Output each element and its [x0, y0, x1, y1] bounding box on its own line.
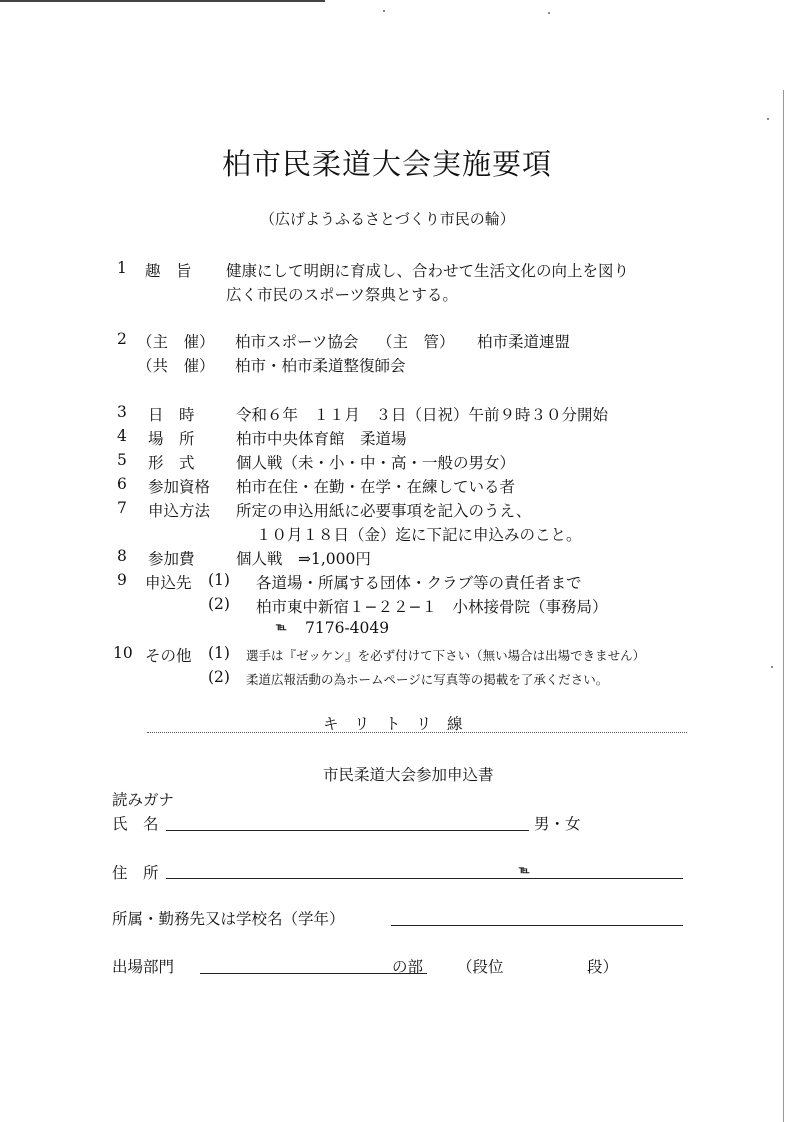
address-label: 住 所: [112, 864, 159, 882]
item-7-label: 申込方法: [148, 502, 211, 520]
item-10-sub1-number: (1): [208, 644, 230, 662]
form-title: 市民柔道大会参加申込書: [323, 766, 494, 784]
rank-close: 段）: [587, 958, 619, 976]
page-subtitle: （広げようふるさとづくり市民の輪）: [260, 210, 515, 228]
division-suffix: の部: [392, 958, 424, 976]
tel-icon: ℡: [276, 622, 287, 633]
scan-speck: [771, 666, 773, 668]
item-2-manager-label: （主 管）: [377, 333, 455, 351]
item-8-text: 個人戦 ⇒1,000円: [236, 550, 371, 568]
item-2-number: 2: [117, 330, 127, 348]
item-7-number: 7: [117, 499, 127, 517]
item-5-text: 個人戦（未・小・中・高・一般の男女）: [236, 454, 516, 472]
item-10-sub2-number: (2): [208, 668, 230, 686]
item-4-number: 4: [117, 427, 127, 445]
scan-speck: [383, 10, 385, 12]
affiliation-field[interactable]: [391, 925, 683, 926]
item-8-number: 8: [117, 547, 127, 565]
item-3-label: 日 時: [148, 406, 195, 424]
item-10-number: 10: [113, 644, 133, 662]
item-9-tel-number: 7176-4049: [305, 619, 390, 637]
item-10-sub2-text: 柔道広報活動の為ホームページに写真等の掲載を了承ください。: [246, 672, 609, 687]
scan-speck: [767, 118, 769, 120]
name-label: 氏 名: [112, 815, 159, 833]
item-4-text: 柏市中央体育館 柔道場: [236, 430, 407, 448]
item-2-cosponsor-label: （共 催）: [137, 357, 215, 375]
cut-line-label: キ リ ト リ 線: [323, 715, 463, 733]
address-field[interactable]: [166, 878, 506, 879]
affiliation-label: 所属・勤務先又は学校名（学年）: [112, 910, 345, 928]
item-10-sub1-text: 選手は『ゼッケン』を必ず付けて下さい（無い場合は出場できません）: [246, 648, 646, 663]
item-3-text: 令和６年 １１月 ３日（日祝）午前９時３０分開始: [236, 406, 609, 424]
item-1-text-cont: 広く市民のスポーツ祭典とする。: [226, 286, 458, 304]
item-1-text: 健康にして明朗に育成し、合わせて生活文化の向上を図り: [226, 262, 630, 280]
item-9-number: 9: [117, 571, 127, 589]
scan-edge-top: [0, 0, 325, 2]
furigana-label: 読みガナ: [112, 791, 175, 809]
tel-icon: ℡: [519, 865, 530, 876]
item-8-label: 参加費: [148, 550, 195, 568]
item-4-label: 場 所: [148, 430, 195, 448]
item-10-label: その他: [145, 647, 192, 665]
item-9-sub1-text: 各道場・所属する団体・クラブ等の責任者まで: [256, 574, 582, 592]
item-9-sub2-text: 柏市東中新宿１−２２−１ 小林接骨院（事務局）: [256, 598, 608, 616]
item-5-number: 5: [117, 451, 127, 469]
item-1-number: 1: [117, 259, 127, 277]
page-title: 柏市民柔道大会実施要項: [222, 147, 553, 181]
item-6-text: 柏市在住・在勤・在学・在練している者: [236, 478, 516, 496]
gender-option[interactable]: 男・女: [534, 815, 581, 833]
item-9-sub1-number: (1): [208, 571, 230, 589]
item-2-manager: 柏市柔道連盟: [477, 333, 571, 351]
item-7-text: 所定の申込用紙に必要事項を記入のうえ、: [236, 502, 532, 520]
rank-open: （段位: [457, 958, 504, 976]
item-9-sub2-number: (2): [208, 595, 230, 613]
tel-field[interactable]: [506, 878, 683, 879]
cut-line: [147, 732, 687, 733]
item-3-number: 3: [117, 403, 127, 421]
item-1-label: 趣 旨: [145, 262, 192, 280]
item-2-organizer-label: （主 催）: [137, 333, 215, 351]
item-7-text-cont: １０月１８日（金）迄に下記に申込みのこと。: [256, 526, 582, 544]
item-2-cosponsor: 柏市・柏市柔道整復師会: [235, 357, 406, 375]
item-2-organizer: 柏市スポーツ協会: [235, 333, 359, 351]
division-label: 出場部門: [112, 958, 175, 976]
scan-edge-right: [783, 90, 784, 1122]
item-5-label: 形 式: [148, 454, 195, 472]
scan-speck: [548, 12, 550, 14]
item-9-label: 申込先: [145, 574, 192, 592]
item-6-number: 6: [117, 475, 127, 493]
item-6-label: 参加資格: [148, 478, 211, 496]
name-field[interactable]: [166, 830, 529, 831]
